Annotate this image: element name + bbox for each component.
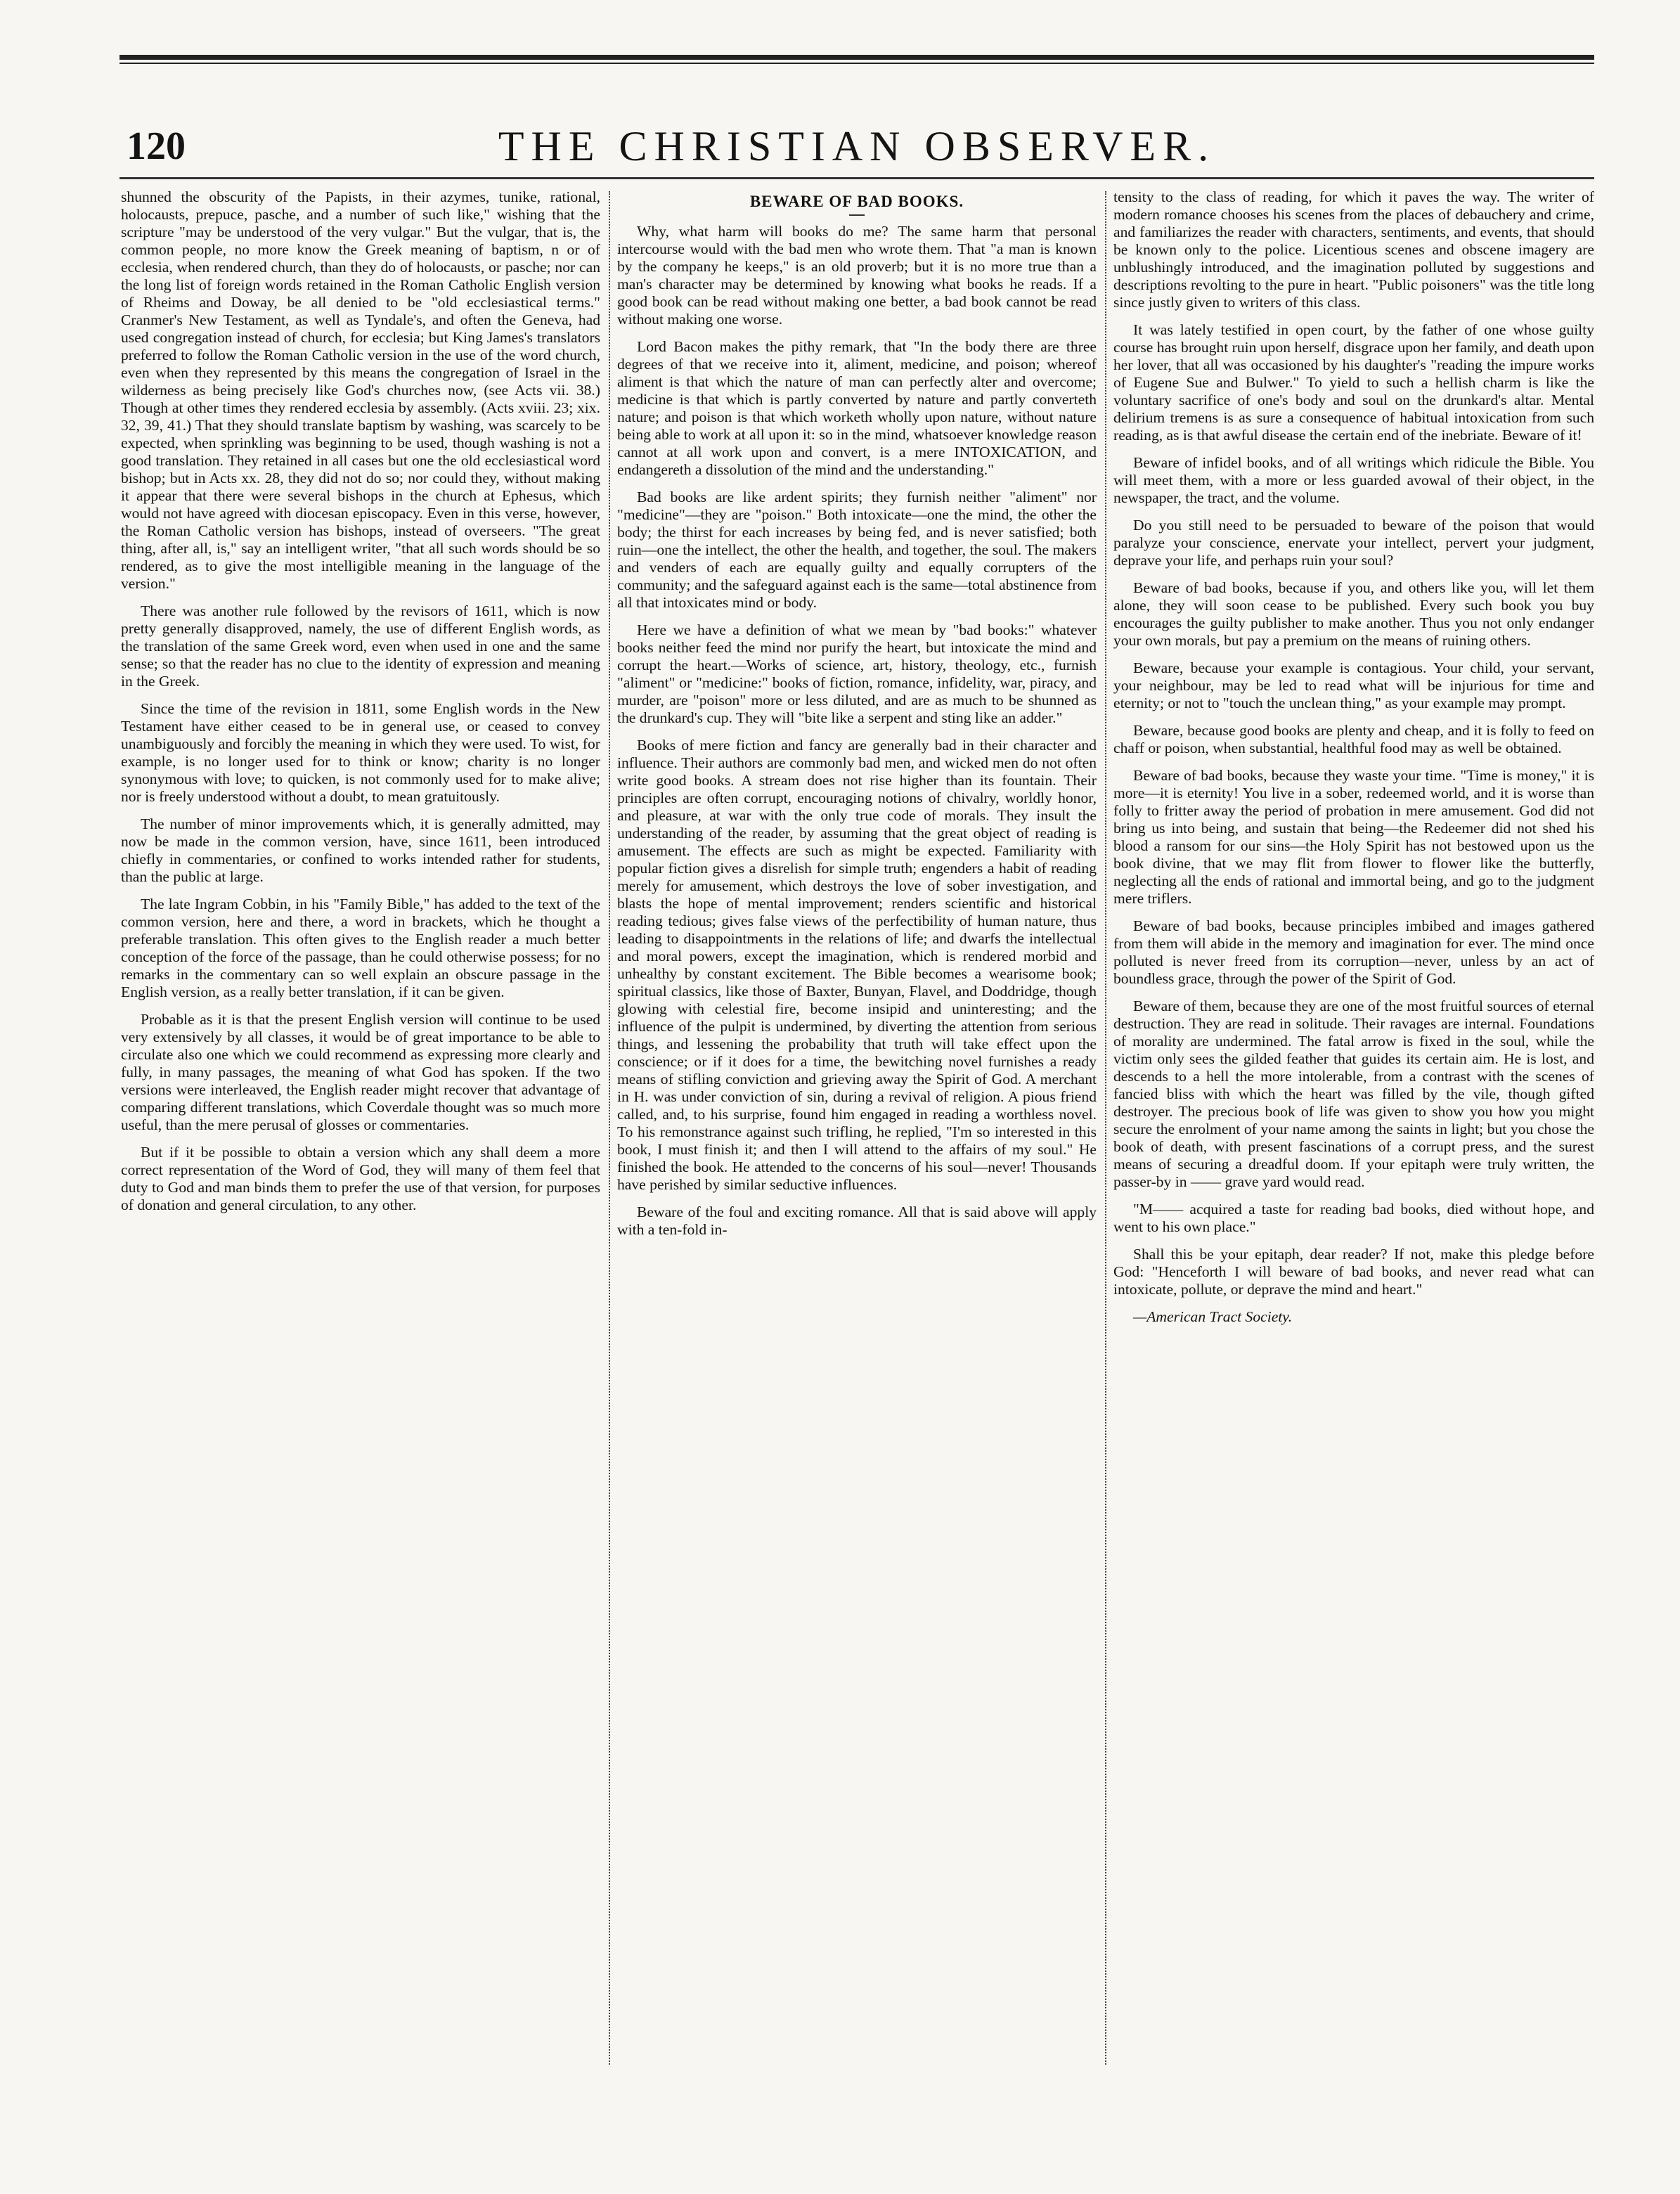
column-right (1113, 188, 1594, 2072)
paragraph: Here we have a definition of what we mean by "bad books:" whatever books neither feed the mind nor purify the heart, but intoxicate the mind and corrupt the heart.—Works of science, art, history, theology, etc., furnish "aliment" or "medicine:" books of fiction, romance, infidelity, war, piracy, and murder, are "poison" more or less diluted, and are as much to be shunned as the drunkard's cup. They will "bite like a serpent and sting like an adder." (617, 621, 1097, 726)
title-divider (849, 214, 865, 216)
paragraph: Do you still need to be persuaded to beware of the poison that would paralyze your conscience, enervate your intellect, pervert your judgment, deprave your life, and perhaps ruin your soul? (1113, 517, 1594, 569)
paragraph: Lord Bacon makes the pithy remark, that "In the body there are three degrees of that we receive into it, aliment, medicine, and poison; whereof aliment is that which the nature of man can perfectly alter and overcome; medicine is that which is partly converted by nature and partly converteth nature; and poison is that which worketh wholly upon nature, without nature being able to work at all upon it: so in the mind, whatsoever knowledge reason cannot at all work upon and convert, is a mere INTOXICATION, and endangereth a dissolution of the mind and the understanding." (617, 338, 1097, 478)
paragraph: The late Ingram Cobbin, in his "Family Bible," has added to the text of the common version, here and there, a word in brackets, which he thought a preferable translation. This often gives to the English reader a much better conception of the force of the passage, than he could otherwise possess; for no remarks in the commentary can so well explain an obscure passage in the English version, as a really better translation, if it can be given. (121, 896, 600, 1000)
paragraph: There was another rule followed by the revisors of 1611, which is now pretty generally disapproved, namely, the use of different English words, as the translation of the same Greek word, even when used in one and the same sense; so that the reader has no clue to the identity of expression and meaning in the Greek. (121, 602, 600, 690)
paragraph: Beware of bad books, because principles imbibed and images gathered from them will abide in the memory and imagination for ever. The mind once polluted is never freed from its corruption—never, unless by an act of boundless grace, through the power of the Spirit of God. (1113, 917, 1594, 987)
paragraph: But if it be possible to obtain a version which any shall deem a more correct representation of the Word of God, they will many of them feel that duty to God and man binds them to prefer the use of that version, for purposes of donation and general circulation, to any other. (121, 1144, 600, 1213)
header-rule (119, 177, 1594, 179)
masthead (119, 118, 1594, 174)
paragraph: Since the time of the revision in 1811, some English words in the New Testament have either ceased to be in general use, or ceased to convey unambiguously and forcibly the meaning in which they were used. To wist, for example, is no longer used for to think or know; charity is no longer synonymous with love; to quicken, is not commonly used for to make alive; nor is freely understood without a doubt, to mean gratuitously. (121, 700, 600, 805)
column-divider (609, 191, 610, 2065)
column-divider (1105, 191, 1106, 2065)
paragraph: tensity to the class of reading, for which it paves the way. The writer of modern romance chooses his scenes from the places of debauchery and crime, and familiarizes the reader with characters, sentiments, and events, that should be known only to the police. Licentious scenes and obscene imagery are unblushingly introduced, and the imagination polluted by suggestions and descriptions revolting to the pure in heart. "Public poisoners" was the title long since justly given to writers of this class. (1113, 188, 1594, 311)
paragraph: Bad books are like ardent spirits; they furnish neither "aliment" nor "medicine"—they are "poison." Both intoxicate—one the mind, the other the body; the thirst for each increases by being fed, and is never satisfied; both ruin—one the intellect, the other the health, and together, the soul. The makers and venders of each are equally guilty and equally corrupters of the community; and the safeguard against each is the same—total abstinence from all that intoxicates mind or body. (617, 489, 1097, 611)
paragraph: Why, what harm will books do me? The same harm that personal intercourse would with the bad men who wrote them. That "a man is known by the company he keeps," is an old proverb; but it is no more true than a man's character may be determined by knowing what books he reads. If a good book can be read without making one better, a bad book cannot be read without making one worse. (617, 223, 1097, 328)
paragraph: Probable as it is that the present English version will continue to be used very extensively by all classes, it would be of great importance to be able to circulate also one which we could recommend as expressing more clearly and fully, in many passages, the meaning of what God has spoken. If the two versions were interleaved, the English reader might recover that advantage of comparing different translations, which Coverdale thought was so much more useful, than the mere perusal of glosses or commentaries. (121, 1011, 600, 1133)
paragraph: "M—— acquired a taste for reading bad books, died without hope, and went to his own place." (1113, 1201, 1594, 1235)
paragraph: Books of mere fiction and fancy are generally bad in their character and influence. Their authors are commonly bad men, and wicked men do not often write good books. A stream does not rise higher than its fountain. Their principles are often corrupt, encouraging notions of chivalry, worldly honor, and pleasure, at war with the only true code of morals. They insult the understanding of the reader, by assuming that the great object of reading is amusement. The effects are such as might be expected. Familiarity with popular fiction gives a disrelish for simple truth; engenders a habit of reading merely for amusement, which destroys the love of sober investigation, and blasts the hope of mental improvement; renders scientific and historical reading tedious; gives false views of the perfectibility of human nature, thus leading to disappointments in the relations of life; and dwarfs the intellectual and moral powers, except the imagination, which is rendered morbid and unhealthy by constant excitement. The Bible becomes a wearisome book; spiritual classics, like those of Baxter, Bunyan, Flavel, and Doddridge, though glowing with celestial fire, become insipid and uninteresting; and the influence of the pulpit is undermined, by diverting the attention from serious things, and lessening the probability that truth will take effect upon the conscience; or if it does for a time, the bewitching novel furnishes a ready means of stifling conviction and grieving away the Spirit of God. A merchant in H. was under conviction of sin, during a revival of religion. A pious friend called, and, to his surprise, found him engaged in reading a worthless novel. To his remonstrance against such trifling, he replied, "I'm so interested in this book, I must finish it; and then I will attend to the affairs of my soul." He finished the book. He attended to the concerns of his soul—never! Thousands have perished by similar seductive influences. (617, 737, 1097, 1193)
paragraph: Beware of bad books, because if you, and others like you, will let them alone, they will soon cease to be published. Every such book you buy encourages the guilty publisher to make another. Thus you not only endanger your own morals, but pay a premium on the means of ruining others. (1113, 579, 1594, 649)
journal-title: THE CHRISTIAN OBSERVER. (498, 123, 1216, 169)
article-title: BEWARE OF BAD BOOKS. (749, 193, 964, 210)
paragraph: Beware, because your example is contagious. Your child, your servant, your neighbour, may be led to read what will be injurious for time and eternity; or not to "touch the unclean thing," as your example may prompt. (1113, 659, 1594, 711)
paragraph: shunned the obscurity of the Papists, in their azymes, tunike, rational, holocausts, prepuce, pasche, and a number of such like," wishing that the scripture "may be understood of the very vulgar." But the vulgar, that is, the common people, no more know the Greek meaning of baptism, n or of ecclesia, when rendered church, than they do of holocausts, or pasche; nor can the long list of foreign words retained in the Roman Catholic English version of Rheims and Doway, be all denied to be "old ecclesiastical terms." Cranmer's New Testament, as well as Tyndale's, and often the Geneva, had used congregation instead of church, for ecclesia; but King James's translators preferred to follow the Roman Catholic version in the use of the word church, even when they represented by this means the congregation of Israel in the wilderness as being precisely like God's churches now, (see Acts vii. 38.) Though at other times they rendered ecclesia by assembly. (Acts xviii. 23; xix. 32, 39, 41.) That they should translate baptism by washing, was scarcely to be expected, when sprinkling was beginning to be used, though washing is not a good translation. They retained in all cases but one the old ecclesiastical word bishop; but in Acts xx. 28, they did not do so; nor could they, without making it appear that there were several bishops in the church at Ephesus, which would not have agreed with diocesan episcopacy. Even in this verse, however, the Roman Catholic version has bishops, instead of overseers. "The great thing, after all, is," say an intelligent writer, "that all such words should be so rendered, as to give the most intelligible meaning in the language of the version." (121, 188, 600, 592)
paragraph: Beware of the foul and exciting romance. All that is said above will apply with a ten-fold in- (617, 1204, 1097, 1238)
paragraph: It was lately testified in open court, by the father of one whose guilty course has brought ruin upon herself, disgrace upon her family, and death upon her lover, that all was occasioned by his daughter's "reading the impure works of Eugene Sue and Bulwer." To yield to such a hellish charm is like the voluntary sacrifice of one's body and soul on the drunkard's altar. Mental delirium tremens is as sure a consequence of habitual intoxication from such reading, as is that awful disease the certain end of the inebriate. Beware of it! (1113, 321, 1594, 444)
paragraph: Beware, because good books are plenty and cheap, and it is folly to feed on chaff or poison, when substantial, healthful food may as well be obtained. (1113, 722, 1594, 756)
paragraph: Shall this be your epitaph, dear reader? If not, make this pledge before God: "Henceforth I will beware of bad books, and never read what can intoxicate, pollute, or deprave the mind and heart." (1113, 1246, 1594, 1298)
signature: —American Tract Society. (1133, 1308, 1293, 1325)
paragraph: Beware of bad books, because they waste your time. "Time is money," it is more—it is eternity! You live in a sober, redeemed world, and it is worse than folly to fritter away the period of probation in mere amusement. God did not bring us into being, and sustain that being—the Redeemer did not shed his blood a ransom for our sins—the Holy Spirit has not bestowed upon us the book divine, that we may flit from flower to flower like the butterfly, neglecting all the ends of rational and immortal being, and go to the judgment mere triflers. (1113, 767, 1594, 907)
column-left (121, 188, 600, 2072)
paragraph: The number of minor improvements which, it is generally admitted, may now be made in the common version, have, since 1611, been introduced chiefly in commentaries, or confined to works intended rather for students, than the public at large. (121, 815, 600, 885)
page-number: 120 (127, 124, 186, 168)
column-middle (617, 188, 1097, 2072)
paragraph: Beware of them, because they are one of the most fruitful sources of eternal destruction. They are read in solitude. Their ravages are internal. Foundations of morality are undermined. The fatal arrow is fixed in the soul, while the victim only sees the gilded feather that guides its certain aim. He is lost, and descends to a hell the more intolerable, from a contrast with the scenes of fancied bliss with which the heart was filled by the vile, though gifted destroyer. The precious book of life was given to show you how you might secure the enrolment of your name among the saints in light; but you chose the book of death, with present fascinations of a corrupt press, and the surest means of securing a dreadful doom. If your epitaph were truly written, the passer-by in —— grave yard would read. (1113, 998, 1594, 1190)
paragraph: Beware of infidel books, and of all writings which ridicule the Bible. You will meet them, with a more or less guarded avowal of their object, in the newspaper, the tract, and the volume. (1113, 454, 1594, 506)
top-border-rule (119, 55, 1594, 64)
